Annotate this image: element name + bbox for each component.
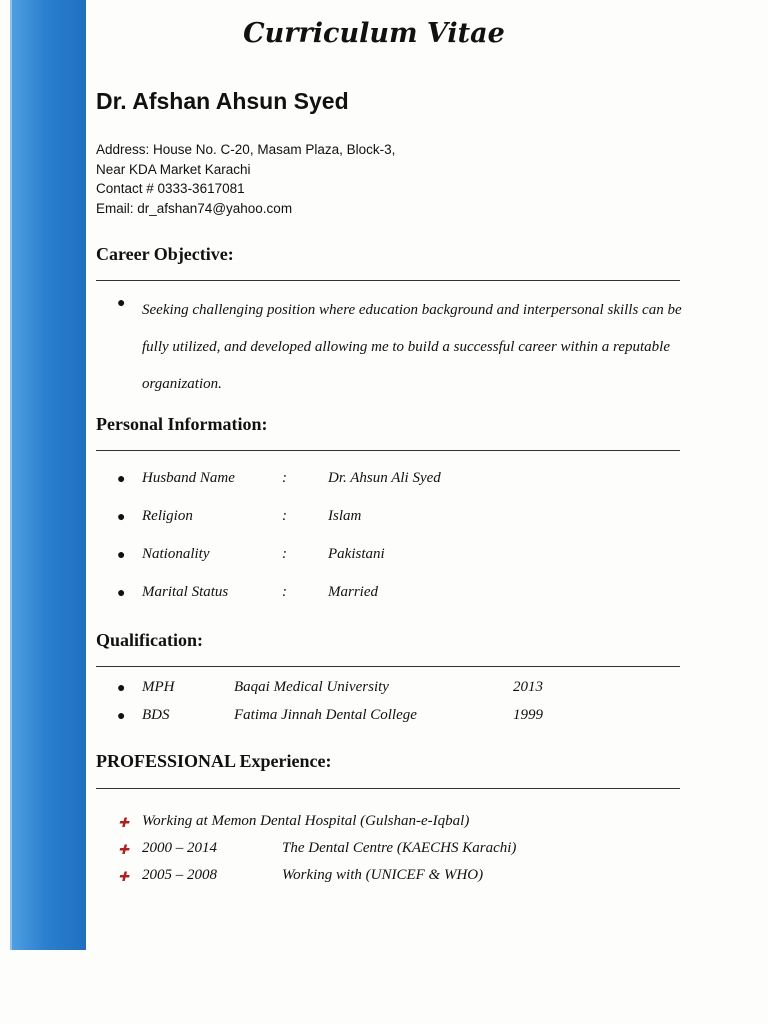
qualification-institution: Baqai Medical University	[234, 679, 389, 695]
arrow-bullet-icon: ✚	[118, 842, 129, 857]
qualification-row	[0, 679, 768, 701]
personal-info-value: Islam	[328, 508, 362, 524]
qualification-degree: BDS	[142, 707, 170, 723]
experience-row	[0, 840, 768, 862]
professional-experience-heading: PROFESSIONAL Experience:	[96, 751, 332, 771]
section-divider	[96, 450, 680, 451]
experience-row	[0, 867, 768, 889]
document-title: Curriculum Vitae	[243, 18, 505, 49]
personal-info-value: Married	[328, 584, 378, 600]
bullet-icon: ●	[117, 294, 126, 310]
section-divider	[96, 666, 680, 667]
experience-detail: The Dental Centre (KAECHS Karachi)	[282, 840, 517, 856]
bullet-icon: ●	[117, 548, 126, 563]
qualification-heading: Qualification:	[96, 630, 203, 650]
address-line-1: Address: House No. C-20, Masam Plaza, Block-3,	[96, 142, 396, 157]
personal-info-row	[0, 584, 768, 606]
experience-detail: Working with (UNICEF & WHO)	[282, 867, 484, 883]
section-divider	[96, 280, 680, 281]
experience-period: 2005 – 2008	[142, 867, 217, 883]
bullet-icon: ●	[117, 681, 126, 696]
personal-info-label: Religion	[142, 508, 193, 524]
experience-period: 2000 – 2014	[142, 840, 217, 856]
personal-info-separator: :	[282, 470, 287, 486]
contact-block	[96, 140, 395, 218]
personal-info-row	[0, 546, 768, 568]
experience-row	[0, 813, 768, 835]
qualification-institution: Fatima Jinnah Dental College	[234, 707, 417, 723]
contact-email: Email: dr_afshan74@yahoo.com	[96, 200, 293, 216]
arrow-bullet-icon: ✚	[118, 815, 129, 830]
bullet-icon: ●	[117, 472, 126, 487]
contact-phone: Contact # 0333-3617081	[96, 181, 245, 196]
personal-info-row	[0, 470, 768, 492]
qualification-degree: MPH	[142, 679, 175, 695]
personal-info-label: Nationality	[142, 546, 210, 562]
candidate-name: Dr. Afshan Ahsun Syed	[96, 88, 349, 114]
qualification-year: 2013	[513, 679, 543, 695]
personal-info-separator: :	[282, 546, 287, 562]
career-objective-text: Seeking challenging position where education background and interpersonal skills can be fully utilized, and developed allowing me to build a successful career within a reputable organization.	[142, 302, 682, 392]
qualification-year: 1999	[513, 707, 543, 723]
personal-info-value: Dr. Ahsun Ali Syed	[328, 470, 441, 486]
personal-info-label: Husband Name	[142, 470, 235, 486]
personal-info-value: Pakistani	[328, 546, 385, 562]
section-divider	[96, 788, 680, 789]
personal-info-label: Marital Status	[142, 584, 229, 600]
qualification-row	[0, 707, 768, 729]
career-objective-heading: Career Objective:	[96, 244, 234, 264]
arrow-bullet-icon: ✚	[118, 869, 129, 884]
address-line-2: Near KDA Market Karachi	[96, 161, 251, 177]
experience-period: Working at Memon Dental Hospital (Gulshan-e-Iqbal)	[142, 813, 470, 829]
personal-info-separator: :	[282, 508, 287, 524]
personal-info-separator: :	[282, 584, 287, 600]
bullet-icon: ●	[117, 709, 126, 724]
personal-info-row	[0, 508, 768, 530]
bullet-icon: ●	[117, 510, 126, 525]
personal-information-heading: Personal Information:	[96, 414, 268, 434]
bullet-icon: ●	[117, 586, 126, 601]
